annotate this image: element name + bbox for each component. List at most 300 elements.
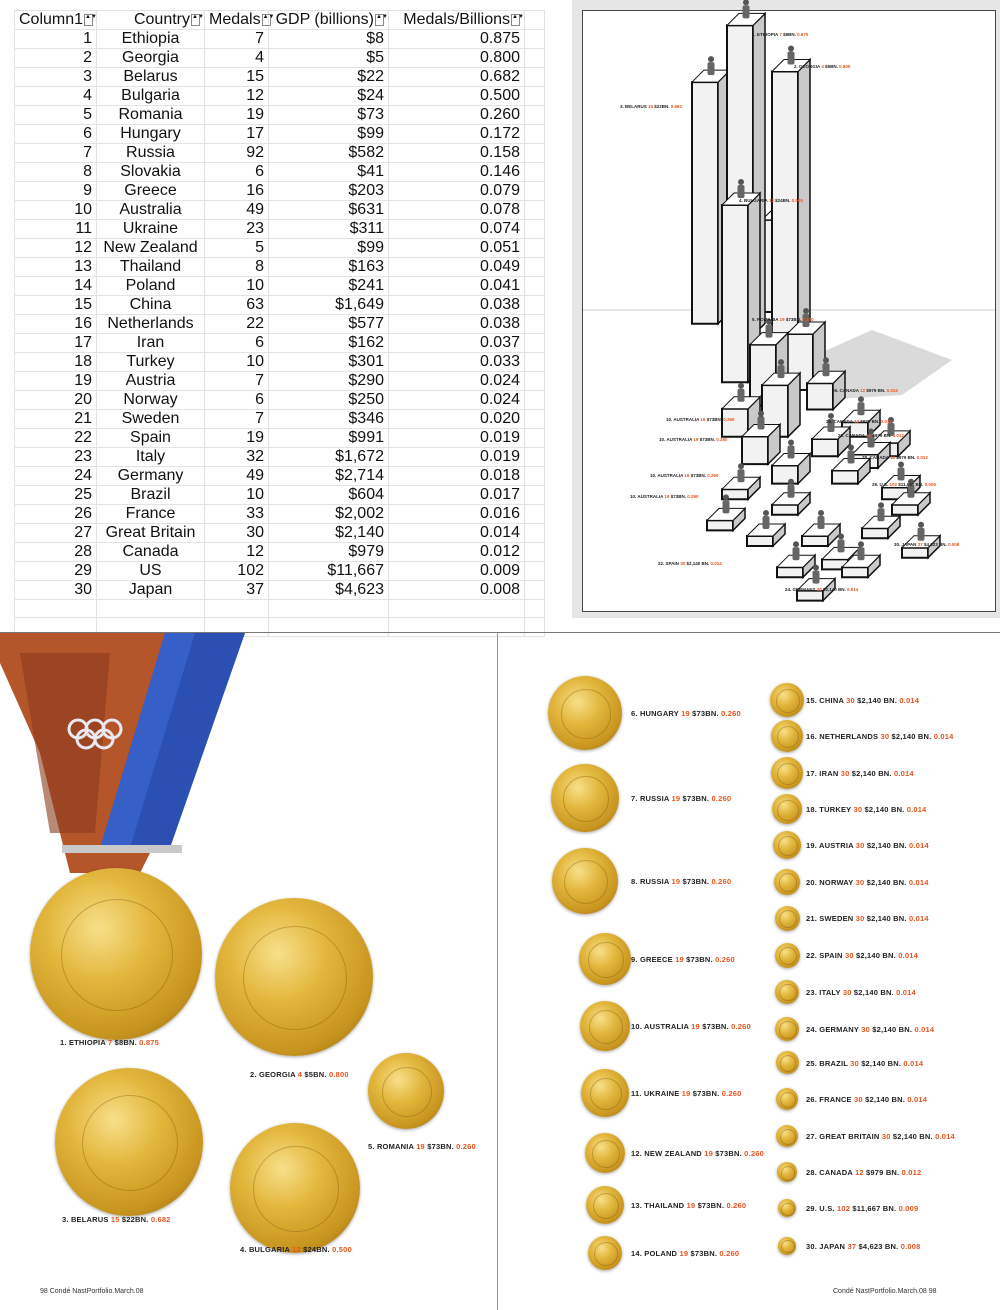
- table-cell[interactable]: $162: [269, 334, 389, 353]
- table-cell[interactable]: 2: [15, 49, 97, 68]
- table-row[interactable]: [15, 106, 545, 125]
- table-cell[interactable]: 6: [205, 334, 269, 353]
- table-cell[interactable]: France: [97, 505, 205, 524]
- table-cell[interactable]: $4,623: [269, 581, 389, 600]
- table-cell[interactable]: 49: [205, 201, 269, 220]
- table-row[interactable]: [15, 49, 545, 68]
- table-row[interactable]: [15, 277, 545, 296]
- table-cell[interactable]: 33: [205, 505, 269, 524]
- table-cell[interactable]: $24: [269, 87, 389, 106]
- table-cell[interactable]: 0.078: [389, 201, 525, 220]
- medal-label: [806, 988, 916, 997]
- bar-label-medals: 12: [768, 198, 776, 203]
- table-row[interactable]: [15, 258, 545, 277]
- table-cell-empty[interactable]: [525, 106, 545, 125]
- table-cell[interactable]: Spain: [97, 429, 205, 448]
- table-cell-empty[interactable]: [525, 486, 545, 505]
- medal-label: [240, 1245, 352, 1254]
- table-cell-empty[interactable]: [525, 87, 545, 106]
- table-cell[interactable]: 19: [205, 429, 269, 448]
- table-cell[interactable]: $241: [269, 277, 389, 296]
- table-cell[interactable]: Australia: [97, 201, 205, 220]
- table-cell[interactable]: 10: [205, 353, 269, 372]
- medal-label: [806, 914, 929, 923]
- table-cell[interactable]: 10: [15, 201, 97, 220]
- table-row[interactable]: [15, 448, 545, 467]
- table-cell[interactable]: 30: [15, 581, 97, 600]
- table-cell[interactable]: $11,667: [269, 562, 389, 581]
- table-cell[interactable]: 0.682: [389, 68, 525, 87]
- table-cell-empty[interactable]: [525, 600, 545, 618]
- bar-label: [862, 455, 928, 460]
- table-cell[interactable]: $250: [269, 391, 389, 410]
- column-header[interactable]: Column1 ▲▼: [15, 11, 97, 30]
- table-cell[interactable]: Turkey: [97, 353, 205, 372]
- medal-label-gdp: $8BN.: [114, 1038, 140, 1047]
- medal-label-medals: 30: [855, 877, 867, 887]
- bar-label-medals: 12: [860, 388, 867, 393]
- table-cell[interactable]: Greece: [97, 182, 205, 201]
- spreadsheet: [14, 10, 544, 610]
- bar-label-medals: 12: [854, 419, 861, 424]
- table-cell[interactable]: 22: [205, 315, 269, 334]
- table-row[interactable]: [15, 296, 545, 315]
- bar-label-ratio: 0.260: [707, 473, 719, 478]
- medal-label: [806, 1204, 918, 1213]
- table-cell[interactable]: Sweden: [97, 410, 205, 429]
- table-cell-empty[interactable]: [525, 562, 545, 581]
- table-cell[interactable]: 17: [15, 334, 97, 353]
- table-cell-empty[interactable]: [525, 239, 545, 258]
- table-cell[interactable]: 12: [205, 87, 269, 106]
- medal-label-gdp: $73BN.: [686, 955, 716, 964]
- ribbon-graphic: [0, 633, 250, 853]
- table-cell[interactable]: Austria: [97, 372, 205, 391]
- table-cell-empty[interactable]: [525, 448, 545, 467]
- table-cell[interactable]: 27: [15, 524, 97, 543]
- table-cell-empty[interactable]: [525, 353, 545, 372]
- table-cell[interactable]: 11: [15, 220, 97, 239]
- table-cell[interactable]: 37: [205, 581, 269, 600]
- table-row[interactable]: [15, 182, 545, 201]
- table-cell[interactable]: 13: [15, 258, 97, 277]
- medal-label-ratio: 0.260: [731, 1022, 751, 1031]
- table-cell[interactable]: 25: [15, 486, 97, 505]
- bar-label-gdp: $2,140 BN.: [686, 561, 711, 566]
- table-cell-empty[interactable]: [205, 600, 269, 618]
- table-cell[interactable]: 0.051: [389, 239, 525, 258]
- sort-icon[interactable]: ▲▼: [375, 14, 384, 26]
- table-cell[interactable]: $1,649: [269, 296, 389, 315]
- table-row[interactable]: [15, 315, 545, 334]
- table-cell[interactable]: $1,672: [269, 448, 389, 467]
- medal-label: [806, 841, 929, 850]
- table-cell[interactable]: 21: [15, 410, 97, 429]
- gold-medal: [586, 1186, 624, 1224]
- medal-label-gdp: $73BN.: [702, 1022, 732, 1031]
- table-cell[interactable]: 0.019: [389, 448, 525, 467]
- table-cell[interactable]: $41: [269, 163, 389, 182]
- medal-label-gdp: $2,140 BN.: [892, 1132, 936, 1142]
- table-cell[interactable]: 9: [15, 182, 97, 201]
- table-cell[interactable]: 0.079: [389, 182, 525, 201]
- column-header[interactable]: Medals ▲▼: [205, 11, 269, 30]
- table-cell[interactable]: 23: [205, 220, 269, 239]
- table-cell[interactable]: 49: [205, 467, 269, 486]
- table-cell[interactable]: Slovakia: [97, 163, 205, 182]
- table-cell-empty[interactable]: [525, 277, 545, 296]
- table-cell[interactable]: 19: [205, 106, 269, 125]
- medal-label-name: 25. BRAZIL: [806, 1058, 851, 1068]
- table-cell[interactable]: 24: [15, 467, 97, 486]
- table-cell[interactable]: Netherlands: [97, 315, 205, 334]
- table-cell[interactable]: 18: [15, 353, 97, 372]
- table-row[interactable]: [15, 87, 545, 106]
- table-cell-empty[interactable]: [525, 49, 545, 68]
- sort-icon[interactable]: ▲▼: [511, 14, 520, 26]
- table-cell[interactable]: 26: [15, 505, 97, 524]
- table-cell[interactable]: Belarus: [97, 68, 205, 87]
- bar-label-name: 1. ETHIOPIA: [752, 32, 780, 37]
- table-cell[interactable]: Canada: [97, 543, 205, 562]
- column-header[interactable]: Medals/Billions ▲▼: [389, 11, 525, 30]
- table-cell[interactable]: 0.172: [389, 125, 525, 144]
- table-row[interactable]: [15, 391, 545, 410]
- medal-label-medals: 19: [704, 1149, 716, 1158]
- table-cell[interactable]: 29: [15, 562, 97, 581]
- table-cell-empty[interactable]: [525, 296, 545, 315]
- gold-medal: [773, 831, 801, 859]
- table-cell[interactable]: Iran: [97, 334, 205, 353]
- table-cell[interactable]: Norway: [97, 391, 205, 410]
- table-cell[interactable]: 23: [15, 448, 97, 467]
- sort-icon[interactable]: ▲▼: [84, 14, 93, 26]
- table-cell[interactable]: 4: [205, 49, 269, 68]
- bar-label: [838, 433, 904, 438]
- table-cell[interactable]: 6: [15, 125, 97, 144]
- table-row[interactable]: [15, 486, 545, 505]
- table-cell[interactable]: 7: [205, 372, 269, 391]
- table-cell[interactable]: Brazil: [97, 486, 205, 505]
- table-row[interactable]: [15, 144, 545, 163]
- table-cell[interactable]: 16: [205, 182, 269, 201]
- medal-label-medals: 30: [854, 1095, 866, 1105]
- table-cell[interactable]: 0.074: [389, 220, 525, 239]
- medal-label-ratio: 0.014: [935, 1132, 955, 1142]
- table-cell[interactable]: 0.500: [389, 87, 525, 106]
- table-row[interactable]: [15, 30, 545, 49]
- table-cell[interactable]: 20: [15, 391, 97, 410]
- table-cell[interactable]: 92: [205, 144, 269, 163]
- table-cell[interactable]: 0.038: [389, 296, 525, 315]
- table-cell[interactable]: $991: [269, 429, 389, 448]
- medal-label-name: 26. FRANCE: [806, 1095, 855, 1105]
- table-cell[interactable]: 4: [15, 87, 97, 106]
- table-cell[interactable]: 12: [15, 239, 97, 258]
- table-cell[interactable]: 10: [205, 277, 269, 296]
- table-cell[interactable]: 0.037: [389, 334, 525, 353]
- table-cell[interactable]: 12: [205, 543, 269, 562]
- table-cell-empty[interactable]: [525, 220, 545, 239]
- table-cell[interactable]: 0.158: [389, 144, 525, 163]
- table-cell-empty[interactable]: [269, 600, 389, 618]
- table-row[interactable]: [15, 201, 545, 220]
- table-cell-empty[interactable]: [525, 429, 545, 448]
- table-cell[interactable]: Ethiopia: [97, 30, 205, 49]
- bar-label-name: 4. BULGARIA: [739, 198, 769, 203]
- medal-label: [806, 951, 918, 960]
- table-cell[interactable]: 7: [205, 30, 269, 49]
- table-row[interactable]: [15, 220, 545, 239]
- medal-label-medals: 30: [842, 987, 854, 997]
- table-cell[interactable]: China: [97, 296, 205, 315]
- table-cell[interactable]: Great Britain: [97, 524, 205, 543]
- medal-label-medals: 37: [847, 1241, 859, 1251]
- table-cell[interactable]: 30: [205, 524, 269, 543]
- table-cell[interactable]: $346: [269, 410, 389, 429]
- table-cell[interactable]: Germany: [97, 467, 205, 486]
- table-cell[interactable]: 14: [15, 277, 97, 296]
- table-cell[interactable]: 0.146: [389, 163, 525, 182]
- table-row[interactable]: [15, 239, 545, 258]
- table-row[interactable]: [15, 524, 545, 543]
- bar-label-gdp: $2,140 BN.: [822, 587, 847, 592]
- table-cell[interactable]: 0.033: [389, 353, 525, 372]
- medal-label-medals: 12: [855, 1168, 867, 1178]
- medal-label-gdp: $2,140 BN.: [861, 1058, 904, 1068]
- table-cell-empty[interactable]: [525, 182, 545, 201]
- table-cell[interactable]: $99: [269, 239, 389, 258]
- table-row[interactable]: [15, 505, 545, 524]
- magazine-spread: [0, 632, 1000, 1310]
- table-cell[interactable]: Ukraine: [97, 220, 205, 239]
- table-cell[interactable]: $163: [269, 258, 389, 277]
- table-cell-empty[interactable]: [525, 505, 545, 524]
- table-cell[interactable]: $8: [269, 30, 389, 49]
- table-row[interactable]: [15, 562, 545, 581]
- table-cell[interactable]: 22: [15, 429, 97, 448]
- table-cell[interactable]: 0.016: [389, 505, 525, 524]
- table-cell[interactable]: 3: [15, 68, 97, 87]
- table-cell[interactable]: 0.020: [389, 410, 525, 429]
- bar-label-medals: 19: [693, 437, 700, 442]
- table-cell-empty[interactable]: [525, 315, 545, 334]
- table-cell[interactable]: 0.012: [389, 543, 525, 562]
- table-cell[interactable]: 7: [205, 410, 269, 429]
- gold-medal: [579, 933, 631, 985]
- table-cell[interactable]: New Zealand: [97, 239, 205, 258]
- table-cell-empty[interactable]: [525, 391, 545, 410]
- table-cell[interactable]: $5: [269, 49, 389, 68]
- medal-label-medals: 30: [853, 805, 865, 815]
- bar-label-name: 29. U.S.: [872, 482, 890, 487]
- medal-label-ratio: 0.260: [719, 1249, 740, 1258]
- table-cell[interactable]: 0.008: [389, 581, 525, 600]
- table-cell-empty[interactable]: [525, 125, 545, 144]
- table-cell-empty[interactable]: [15, 600, 97, 618]
- table-cell[interactable]: Romania: [97, 106, 205, 125]
- table-cell[interactable]: 0.041: [389, 277, 525, 296]
- medal-label-gdp: $2,140 BN.: [853, 987, 897, 997]
- column-header[interactable]: Country ▲▼: [97, 11, 205, 30]
- table-cell-empty[interactable]: [525, 372, 545, 391]
- table-cell[interactable]: $2,714: [269, 467, 389, 486]
- table-cell-empty[interactable]: [525, 144, 545, 163]
- table-cell[interactable]: Hungary: [97, 125, 205, 144]
- table-row[interactable]: [15, 410, 545, 429]
- table-cell[interactable]: $2,140: [269, 524, 389, 543]
- table-cell[interactable]: 0.875: [389, 30, 525, 49]
- table-cell[interactable]: Georgia: [97, 49, 205, 68]
- medal-label-name: 14. POLAND: [631, 1249, 680, 1258]
- table-cell[interactable]: 102: [205, 562, 269, 581]
- table-cell[interactable]: $290: [269, 372, 389, 391]
- table-row[interactable]: [15, 353, 545, 372]
- sort-icon[interactable]: ▲▼: [191, 14, 200, 26]
- bar-label-name: 30. JAPAN: [894, 542, 918, 547]
- table-cell-empty[interactable]: [525, 68, 545, 87]
- medal-label: [806, 696, 919, 705]
- bar-label-gdp: $73BN.: [699, 437, 717, 442]
- table-cell[interactable]: $631: [269, 201, 389, 220]
- table-cell[interactable]: Poland: [97, 277, 205, 296]
- medal-label-name: 10. AUSTRALIA: [631, 1022, 692, 1031]
- table-row[interactable]: [15, 429, 545, 448]
- table-cell[interactable]: 0.018: [389, 467, 525, 486]
- table-cell[interactable]: 16: [15, 315, 97, 334]
- bar-label-ratio: 0.012: [880, 419, 892, 424]
- medal-label-name: 29. U.S.: [806, 1204, 837, 1214]
- table-row-empty[interactable]: [15, 600, 545, 618]
- table-cell[interactable]: $979: [269, 543, 389, 562]
- table-cell-empty[interactable]: [525, 201, 545, 220]
- table-cell[interactable]: 0.260: [389, 106, 525, 125]
- table-cell[interactable]: $22: [269, 68, 389, 87]
- medal-label-gdp: $2,140 BN.: [851, 769, 894, 779]
- table-cell[interactable]: Japan: [97, 581, 205, 600]
- table-cell[interactable]: Bulgaria: [97, 87, 205, 106]
- bar-label-gdp: $24BN.: [775, 198, 792, 203]
- table-cell-empty[interactable]: [389, 600, 525, 618]
- bar-label-gdp: $979 BN.: [866, 388, 887, 393]
- table-cell[interactable]: 5: [15, 106, 97, 125]
- table-cell-empty[interactable]: [97, 600, 205, 618]
- table-cell[interactable]: 0.024: [389, 372, 525, 391]
- table-cell[interactable]: 17: [205, 125, 269, 144]
- table-cell[interactable]: 0.038: [389, 315, 525, 334]
- table-cell[interactable]: 6: [205, 391, 269, 410]
- medal-label-name: 17. IRAN: [806, 769, 841, 779]
- bar-label-medals: 102: [889, 482, 899, 487]
- table-cell[interactable]: 8: [205, 258, 269, 277]
- table-cell[interactable]: 15: [205, 68, 269, 87]
- bar-label: [752, 317, 814, 322]
- medal-label-name: 11. UKRAINE: [631, 1089, 682, 1098]
- table-cell-empty[interactable]: [525, 581, 545, 600]
- table-cell[interactable]: $577: [269, 315, 389, 334]
- table-cell[interactable]: 0.049: [389, 258, 525, 277]
- table-cell[interactable]: 1: [15, 30, 97, 49]
- table-cell[interactable]: 19: [15, 372, 97, 391]
- table-cell[interactable]: Thailand: [97, 258, 205, 277]
- table-cell[interactable]: 8: [15, 163, 97, 182]
- table-cell[interactable]: 0.009: [389, 562, 525, 581]
- table-cell[interactable]: 0.014: [389, 524, 525, 543]
- table-cell-empty[interactable]: [525, 410, 545, 429]
- medal-label-medals: 30: [881, 1132, 893, 1142]
- table-row[interactable]: [15, 163, 545, 182]
- table-cell-empty[interactable]: [525, 163, 545, 182]
- column-header[interactable]: GDP (billions) ▲▼: [269, 11, 389, 30]
- bar-label-ratio: 0.012: [886, 388, 898, 393]
- gold-medal: [776, 1125, 798, 1147]
- table-cell[interactable]: 7: [15, 144, 97, 163]
- table-cell[interactable]: 0.019: [389, 429, 525, 448]
- medal-label: [806, 1025, 934, 1034]
- bar-label: [630, 494, 699, 499]
- table-cell[interactable]: 32: [205, 448, 269, 467]
- bar-label-gdp: $11,667 BN.: [898, 482, 925, 487]
- table-cell-empty[interactable]: [525, 334, 545, 353]
- table-cell[interactable]: 28: [15, 543, 97, 562]
- table-cell[interactable]: $582: [269, 144, 389, 163]
- table-cell[interactable]: 0.017: [389, 486, 525, 505]
- table-cell[interactable]: 0.800: [389, 49, 525, 68]
- table-row[interactable]: [15, 372, 545, 391]
- table-cell-empty[interactable]: [525, 524, 545, 543]
- table-cell[interactable]: Russia: [97, 144, 205, 163]
- table-cell-empty[interactable]: [525, 258, 545, 277]
- medal-label-name: 27. GREAT BRITAIN: [806, 1132, 882, 1142]
- table-row[interactable]: [15, 467, 545, 486]
- table-cell-empty[interactable]: [525, 30, 545, 49]
- medal-label: [631, 877, 731, 886]
- gold-medal: [778, 1199, 796, 1217]
- medal-label: [631, 1249, 739, 1258]
- table-cell[interactable]: $73: [269, 106, 389, 125]
- table-cell[interactable]: US: [97, 562, 205, 581]
- table-cell[interactable]: $99: [269, 125, 389, 144]
- table-cell[interactable]: 10: [205, 486, 269, 505]
- table-cell[interactable]: 6: [205, 163, 269, 182]
- sort-icon[interactable]: ▲▼: [262, 14, 271, 26]
- table-cell[interactable]: 0.024: [389, 391, 525, 410]
- table-row[interactable]: [15, 68, 545, 87]
- table-row[interactable]: [15, 334, 545, 353]
- gold-medal: [772, 794, 802, 824]
- table-cell[interactable]: $301: [269, 353, 389, 372]
- table-cell[interactable]: 5: [205, 239, 269, 258]
- table-cell-empty[interactable]: [525, 543, 545, 562]
- medal-label-gdp: $73BN.: [682, 877, 712, 886]
- table-row[interactable]: [15, 543, 545, 562]
- bar-label-ratio: 0.800: [839, 64, 851, 69]
- table-cell[interactable]: $311: [269, 220, 389, 239]
- table-cell-empty[interactable]: [525, 467, 545, 486]
- table-cell[interactable]: $2,002: [269, 505, 389, 524]
- medal-label: [806, 1242, 921, 1251]
- table-row[interactable]: [15, 581, 545, 600]
- table-cell[interactable]: $604: [269, 486, 389, 505]
- table-row[interactable]: [15, 125, 545, 144]
- table-cell[interactable]: Italy: [97, 448, 205, 467]
- medal-label-medals: 19: [416, 1142, 428, 1151]
- table-cell[interactable]: 63: [205, 296, 269, 315]
- table-cell[interactable]: 15: [15, 296, 97, 315]
- bar-label-medals: 37: [917, 542, 924, 547]
- medal-label-ratio: 0.014: [914, 1024, 935, 1034]
- table-cell[interactable]: $203: [269, 182, 389, 201]
